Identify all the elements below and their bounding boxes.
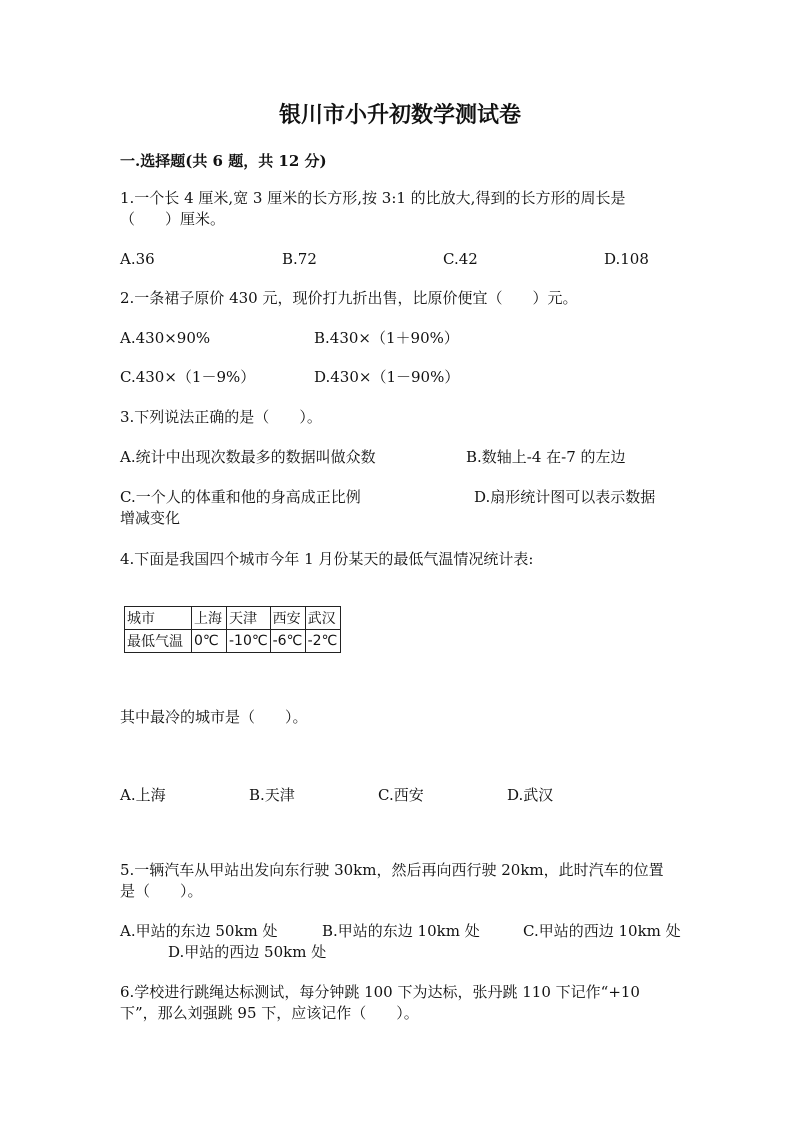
q6-text-line1: 6.学校进行跳绳达标测试，每分钟跳 100 下为达标，张丹跳 110 下记作“+10 bbox=[120, 983, 640, 1001]
q6-text-line2: 下”，那么刘强跳 95 下，应该记作（ ）。 bbox=[120, 1004, 419, 1022]
section-heading: 一.选择题(共 6 题，共 12 分) bbox=[120, 152, 327, 170]
q5-option-d: D.甲站的西边 50km 处 bbox=[168, 943, 327, 961]
q1-option-a: A.36 bbox=[120, 250, 155, 268]
q4-text: 4.下面是我国四个城市今年 1 月份某天的最低气温情况统计表: bbox=[120, 550, 534, 568]
q5-text-line2: 是（ ）。 bbox=[120, 882, 203, 900]
table-cell: 天津 bbox=[227, 607, 271, 630]
q1-option-d: D.108 bbox=[604, 250, 649, 268]
q4-option-b: B.天津 bbox=[249, 786, 295, 804]
table-cell: -6℃ bbox=[270, 630, 305, 653]
q4-option-d: D.武汉 bbox=[507, 786, 554, 804]
q1-option-c: C.42 bbox=[443, 250, 478, 268]
table-cell: 上海 bbox=[192, 607, 227, 630]
q1-text-line1: 1.一个长 4 厘米,宽 3 厘米的长方形,按 3:1 的比放大,得到的长方形的周长是 bbox=[120, 189, 626, 207]
q1-option-b: B.72 bbox=[282, 250, 317, 268]
q2-option-a: A.430×90% bbox=[120, 329, 211, 347]
q3-option-b: B.数轴上-4 在-7 的左边 bbox=[466, 448, 626, 466]
q4-option-c: C.西安 bbox=[378, 786, 424, 804]
table-cell: 最低气温 bbox=[125, 630, 192, 653]
q3-option-d: D.扇形统计图可以表示数据 bbox=[474, 488, 656, 506]
q4-option-a: A.上海 bbox=[120, 786, 166, 804]
q5-option-c: C.甲站的西边 10km 处 bbox=[523, 922, 681, 940]
q3-text: 3.下列说法正确的是（ ）。 bbox=[120, 408, 322, 426]
table-cell: 西安 bbox=[270, 607, 305, 630]
q4-question: 其中最冷的城市是（ ）。 bbox=[120, 708, 308, 726]
table-cell: -10℃ bbox=[227, 630, 271, 653]
q2-option-b: B.430×（1＋90%） bbox=[314, 329, 459, 347]
q1-text-line2: （ ）厘米。 bbox=[120, 210, 226, 228]
table-cell: -2℃ bbox=[305, 630, 340, 653]
table-row bbox=[125, 630, 341, 653]
q5-text-line1: 5.一辆汽车从甲站出发向东行驶 30km，然后再向西行驶 20km，此时汽车的位置 bbox=[120, 861, 664, 879]
temperature-table bbox=[124, 606, 341, 653]
q3-option-a: A.统计中出现次数最多的数据叫做众数 bbox=[120, 448, 376, 466]
q2-option-d: D.430×（1－90%） bbox=[314, 368, 460, 386]
q5-option-a: A.甲站的东边 50km 处 bbox=[120, 922, 278, 940]
q2-option-c: C.430×（1－9%） bbox=[120, 368, 256, 386]
table-row bbox=[125, 607, 341, 630]
table-cell: 城市 bbox=[125, 607, 192, 630]
table-cell: 0℃ bbox=[192, 630, 227, 653]
page-title: 银川市小升初数学测试卷 bbox=[278, 102, 521, 128]
q5-option-b: B.甲站的东边 10km 处 bbox=[322, 922, 480, 940]
q3-option-d-continued: 增减变化 bbox=[120, 509, 181, 527]
table-cell: 武汉 bbox=[305, 607, 340, 630]
q2-text: 2.一条裙子原价 430 元，现价打九折出售，比原价便宜（ ）元。 bbox=[120, 289, 578, 307]
q3-option-c: C.一个人的体重和他的身高成正比例 bbox=[120, 488, 361, 506]
